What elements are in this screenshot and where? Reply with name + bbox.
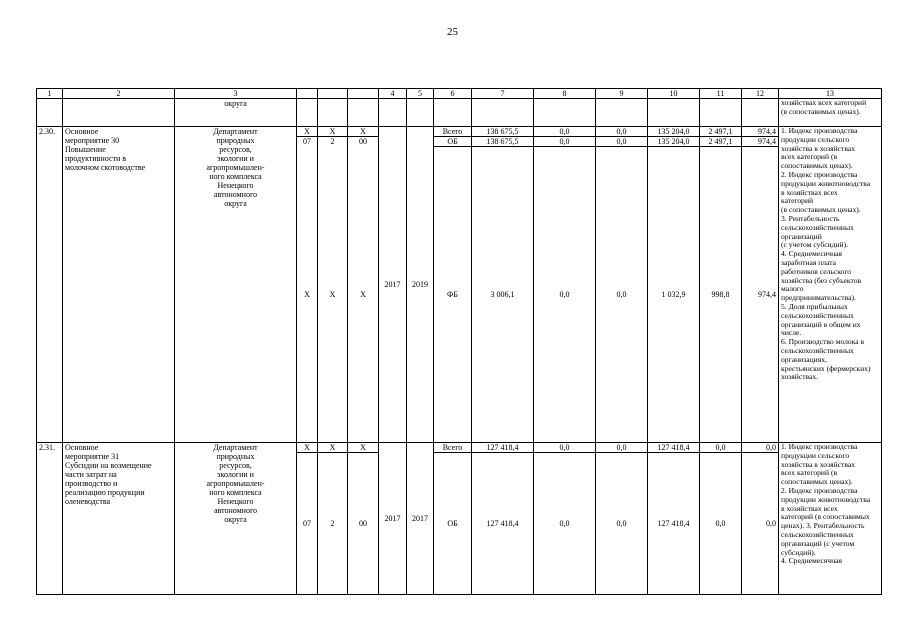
- code-cell: Х: [297, 127, 318, 137]
- executor-cell: Департамент природных ресурсов, экологии и агропромышлен- ного комплекса Ненецкого автономного округа: [175, 443, 297, 595]
- amount-cell: 0,0: [742, 443, 779, 453]
- column-header: 5: [407, 89, 434, 99]
- column-header: 3: [175, 89, 297, 99]
- amount-cell: 998,8: [700, 147, 742, 443]
- amount-cell: 3 006,1: [472, 147, 534, 443]
- column-header: [318, 89, 348, 99]
- amount-cell: 0,0: [596, 127, 648, 137]
- amount-cell: 2 497,1: [700, 137, 742, 147]
- amount-cell: 0,0: [596, 443, 648, 453]
- amount-cell: 0,0: [596, 147, 648, 443]
- amount-cell: 0,0: [700, 453, 742, 595]
- code-cell: Х: [348, 127, 379, 137]
- continuation-row: [37, 99, 882, 127]
- amount-cell: 0,0: [742, 453, 779, 595]
- table-row: [37, 127, 882, 137]
- amount-cell: 135 204,0: [648, 137, 700, 147]
- amount-cell: 974,4: [742, 127, 779, 137]
- column-header: 8: [534, 89, 596, 99]
- code-cell: Х: [297, 443, 318, 453]
- indicators-cell: 1. Индекс производства продукции сельского хозяйства в хозяйствах всех категорий (в сопоставимых ценах). 2. Индекс производства продукции животноводства в хозяйствах всех категорий (в сопоставимых ценах). 3. Рентабельность сельскохозяйственных организаций (с учетом субсидий). 4. Среднемесячная заработная плата работников сельского хозяйства (без субъектов малого предпринимательства). 5. Доля прибыльных сельскохозяйственных организаций в общем их числе. 6. Производство молока в сельскохозяйственных организациях, крестьянских (фермерских) хозяйствах.: [779, 127, 882, 443]
- code-cell: 2: [318, 137, 348, 147]
- column-header: 2: [63, 89, 175, 99]
- amount-cell: 127 418,4: [648, 453, 700, 595]
- code-cell: Х: [318, 443, 348, 453]
- start-year: 2017: [379, 443, 407, 595]
- funding-source: Всего: [434, 127, 472, 137]
- amount-cell: 1 032,9: [648, 147, 700, 443]
- code-cell: Х: [297, 147, 318, 443]
- amount-cell: 138 675,5: [472, 137, 534, 147]
- code-cell: 00: [348, 137, 379, 147]
- amount-cell: 2 497,1: [700, 127, 742, 137]
- amount-cell: 127 418,4: [472, 443, 534, 453]
- column-header: 6: [434, 89, 472, 99]
- code-cell: Х: [318, 147, 348, 443]
- column-header: 13: [779, 89, 882, 99]
- executor-cell: округа: [175, 99, 297, 127]
- page-number: 25: [447, 26, 458, 38]
- executor-cell: Департамент природных ресурсов, экологии и агропромышлен- ного комплекса Ненецкого автономного округа: [175, 127, 297, 443]
- amount-cell: 974,4: [742, 147, 779, 443]
- funding-source: ОБ: [434, 453, 472, 595]
- program-table: [36, 88, 882, 595]
- column-number-row: [37, 89, 882, 99]
- code-cell: Х: [348, 443, 379, 453]
- amount-cell: 0,0: [596, 137, 648, 147]
- code-cell: 07: [297, 137, 318, 147]
- column-header: 10: [648, 89, 700, 99]
- amount-cell: 0,0: [534, 453, 596, 595]
- amount-cell: 127 418,4: [472, 453, 534, 595]
- measure-name: Основное мероприятие 31 Субсидии на возмещение части затрат на производство и реализацию продукции оленеводства: [63, 443, 175, 595]
- amount-cell: 0,0: [534, 137, 596, 147]
- row-number: 2.31.: [37, 443, 63, 595]
- end-year: 2019: [407, 127, 434, 443]
- column-header: [348, 89, 379, 99]
- row-number: 2.30.: [37, 127, 63, 443]
- column-header: 12: [742, 89, 779, 99]
- funding-source: ФБ: [434, 147, 472, 443]
- amount-cell: 135 204,0: [648, 127, 700, 137]
- amount-cell: 0,0: [534, 443, 596, 453]
- amount-cell: 0,0: [596, 453, 648, 595]
- code-cell: Х: [318, 127, 348, 137]
- end-year: 2017: [407, 443, 434, 595]
- table-row: [37, 443, 882, 453]
- column-header: 7: [472, 89, 534, 99]
- start-year: 2017: [379, 127, 407, 443]
- indicators-cell: хозяйствах всех категорий (в сопоставимых ценах).: [779, 99, 882, 127]
- indicators-cell: 1. Индекс производства продукции сельского хозяйства в хозяйствах всех категорий (в сопоставимых ценах). 2. Индекс производства продукции животноводства в хозяйствах всех категорий (в сопоставимых ценах). 3. Рентабельность сельскохозяйственных организаций (с учетом субсидий). 4. Среднемесячная: [779, 443, 882, 595]
- column-header: 11: [700, 89, 742, 99]
- funding-source: Всего: [434, 443, 472, 453]
- amount-cell: 0,0: [534, 127, 596, 137]
- amount-cell: 974,4: [742, 137, 779, 147]
- column-header: 4: [379, 89, 407, 99]
- amount-cell: 127 418,4: [648, 443, 700, 453]
- amount-cell: 0,0: [534, 147, 596, 443]
- code-cell: 07: [297, 453, 318, 595]
- code-cell: 2: [318, 453, 348, 595]
- measure-name: Основное мероприятие 30 Повышение продуктивности в молочном скотоводстве: [63, 127, 175, 443]
- column-header: 1: [37, 89, 63, 99]
- column-header: 9: [596, 89, 648, 99]
- amount-cell: 0,0: [700, 443, 742, 453]
- code-cell: Х: [348, 147, 379, 443]
- column-header: [297, 89, 318, 99]
- funding-source: ОБ: [434, 137, 472, 147]
- amount-cell: 138 675,5: [472, 127, 534, 137]
- code-cell: 00: [348, 453, 379, 595]
